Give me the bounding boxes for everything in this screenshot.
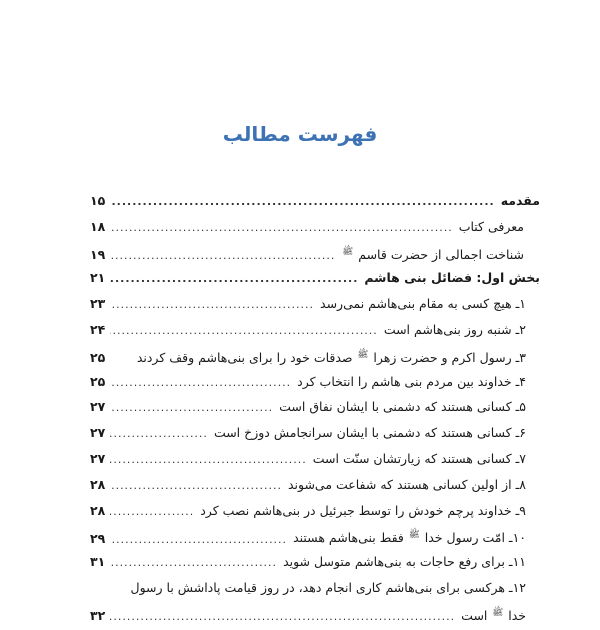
toc-row[interactable] bbox=[90, 291, 540, 317]
toc-entry-title bbox=[214, 420, 540, 446]
toc-row[interactable] bbox=[90, 472, 540, 498]
toc-row[interactable] bbox=[90, 575, 540, 627]
toc-entry-text: ۹ـ خداوند پرچم خودش را توسط جبرئیل در بنی‌هاشم نصب کرد bbox=[200, 502, 526, 518]
honorific-symbol-icon: ﷺ bbox=[342, 246, 354, 257]
toc-entry-text-after: صدقات خود را برای بنی‌هاشم وقف کردند bbox=[136, 349, 357, 365]
toc-row[interactable] bbox=[90, 549, 540, 575]
toc-entry-title bbox=[200, 498, 540, 524]
toc-page-number: ۲۷ bbox=[90, 450, 106, 466]
toc-entry-title bbox=[288, 472, 540, 498]
toc-page-number: ۲۵ bbox=[90, 349, 106, 365]
toc-page-number: ۲۸ bbox=[90, 476, 106, 492]
toc-row[interactable] bbox=[90, 240, 540, 266]
dot-leader bbox=[110, 473, 282, 499]
toc-row[interactable] bbox=[90, 369, 540, 395]
toc-row-continuation bbox=[90, 601, 540, 627]
toc-page-number: ۱۸ bbox=[90, 218, 106, 234]
dot-leader bbox=[110, 370, 291, 396]
toc-row[interactable] bbox=[90, 420, 540, 446]
toc-entry-title bbox=[320, 291, 540, 317]
toc-entry-text: ۳ـ رسول اکرم و حضرت زهرا bbox=[373, 349, 526, 365]
toc-entry-text: شناخت اجمالی از حضرت قاسم bbox=[358, 246, 524, 262]
honorific-symbol-icon: ﷺ bbox=[492, 607, 504, 618]
dot-leader bbox=[110, 447, 307, 473]
toc-entry-text: مقدمه bbox=[500, 193, 540, 208]
toc-entry-title bbox=[341, 240, 540, 268]
toc-entry-text: ۱ـ هیچ کسی به مقام بنی‌هاشم نمی‌رسد bbox=[320, 296, 526, 312]
toc-entry-title bbox=[384, 317, 540, 343]
toc-page-number: ۳۲ bbox=[90, 607, 106, 623]
dot-leader bbox=[110, 550, 277, 576]
toc-row[interactable] bbox=[90, 446, 540, 472]
toc-entry-title bbox=[313, 446, 540, 472]
dot-leader bbox=[110, 189, 495, 215]
dot-leader bbox=[110, 604, 455, 630]
table-of-contents bbox=[90, 188, 540, 627]
toc-entry-text-after: است bbox=[461, 607, 492, 623]
toc-row[interactable] bbox=[90, 498, 540, 524]
toc-row[interactable] bbox=[90, 523, 540, 549]
toc-page-number: ۲۸ bbox=[90, 502, 106, 518]
toc-entry-title bbox=[501, 188, 540, 214]
toc-page-number: ۲۷ bbox=[90, 399, 106, 415]
toc-entry-text: ۵ـ کسانی هستند که دشمنی با ایشان نفاق است bbox=[279, 399, 526, 415]
toc-entry-text: ۴ـ خداوند بین مردم بنی هاشم را انتخاب کرد bbox=[297, 373, 526, 389]
toc-page-number: ۲۳ bbox=[90, 296, 106, 312]
toc-row[interactable] bbox=[90, 317, 540, 343]
toc-page-number: ۲۵ bbox=[90, 373, 106, 389]
toc-entry-text: معرفی کتاب bbox=[458, 218, 524, 234]
dot-leader bbox=[110, 266, 358, 292]
toc-entry-title bbox=[283, 549, 540, 575]
toc-page-number: ۳۱ bbox=[90, 554, 106, 570]
dot-leader bbox=[110, 215, 453, 241]
dot-leader bbox=[110, 499, 194, 525]
toc-page-number: ۱۹ bbox=[90, 246, 106, 262]
toc-entry-text: ۲ـ شنبه روز بنی‌هاشم است bbox=[383, 321, 526, 337]
toc-entry-text: ۱۲ـ هرکسی برای بنی‌هاشم کاری انجام دهد، در روز قیامت پاداشش با رسول bbox=[130, 579, 526, 595]
toc-entry-text: ۱۰ـ امّت رسول خدا bbox=[424, 530, 526, 546]
toc-entry-text: خدا bbox=[508, 607, 526, 623]
dot-leader bbox=[110, 318, 378, 344]
toc-entry-title bbox=[293, 523, 540, 551]
toc-entry-title bbox=[364, 265, 540, 291]
toc-entry-text: ۱۱ـ برای رفع حاجات به بنی‌هاشم متوسل شوید bbox=[283, 554, 526, 570]
dot-leader bbox=[110, 292, 314, 318]
toc-page-number: ۲۷ bbox=[90, 425, 106, 441]
toc-entry-title bbox=[279, 394, 540, 420]
toc-page-number: ۱۵ bbox=[90, 193, 106, 208]
dot-leader bbox=[110, 395, 273, 421]
toc-row[interactable] bbox=[90, 343, 540, 369]
toc-row[interactable] bbox=[90, 394, 540, 420]
toc-row[interactable] bbox=[90, 214, 540, 240]
toc-row[interactable] bbox=[90, 188, 540, 214]
honorific-symbol-icon: ﷺ bbox=[408, 530, 420, 541]
toc-entry-title bbox=[137, 343, 540, 371]
toc-entry-text: ۸ـ از اولین کسانی هستند که شفاعت می‌شوند bbox=[287, 476, 526, 492]
toc-entry-title bbox=[459, 214, 540, 240]
toc-entry-title bbox=[461, 601, 540, 629]
honorific-symbol-icon: ﷺ bbox=[357, 349, 369, 360]
toc-entry-text-after: فقط بنی‌هاشم هستند bbox=[293, 530, 408, 546]
toc-entry-text: ۶ـ کسانی هستند که دشمنی با ایشان سرانجامش دوزخ است bbox=[213, 425, 526, 441]
toc-row[interactable] bbox=[90, 265, 540, 291]
toc-page-number: ۲۱ bbox=[90, 270, 106, 286]
toc-page-number: ۲۴ bbox=[90, 321, 106, 337]
toc-entry-text: بخش اول: فضائل بنی هاشم bbox=[364, 270, 540, 286]
toc-entry-text: ۷ـ کسانی هستند که زیارتشان سنّت است bbox=[312, 450, 526, 466]
page-title: فهرست مطالب bbox=[222, 122, 378, 146]
dot-leader bbox=[110, 421, 208, 447]
toc-page-number: ۲۹ bbox=[90, 530, 106, 546]
toc-entry-title bbox=[297, 369, 540, 395]
toc-entry-title bbox=[90, 575, 540, 601]
